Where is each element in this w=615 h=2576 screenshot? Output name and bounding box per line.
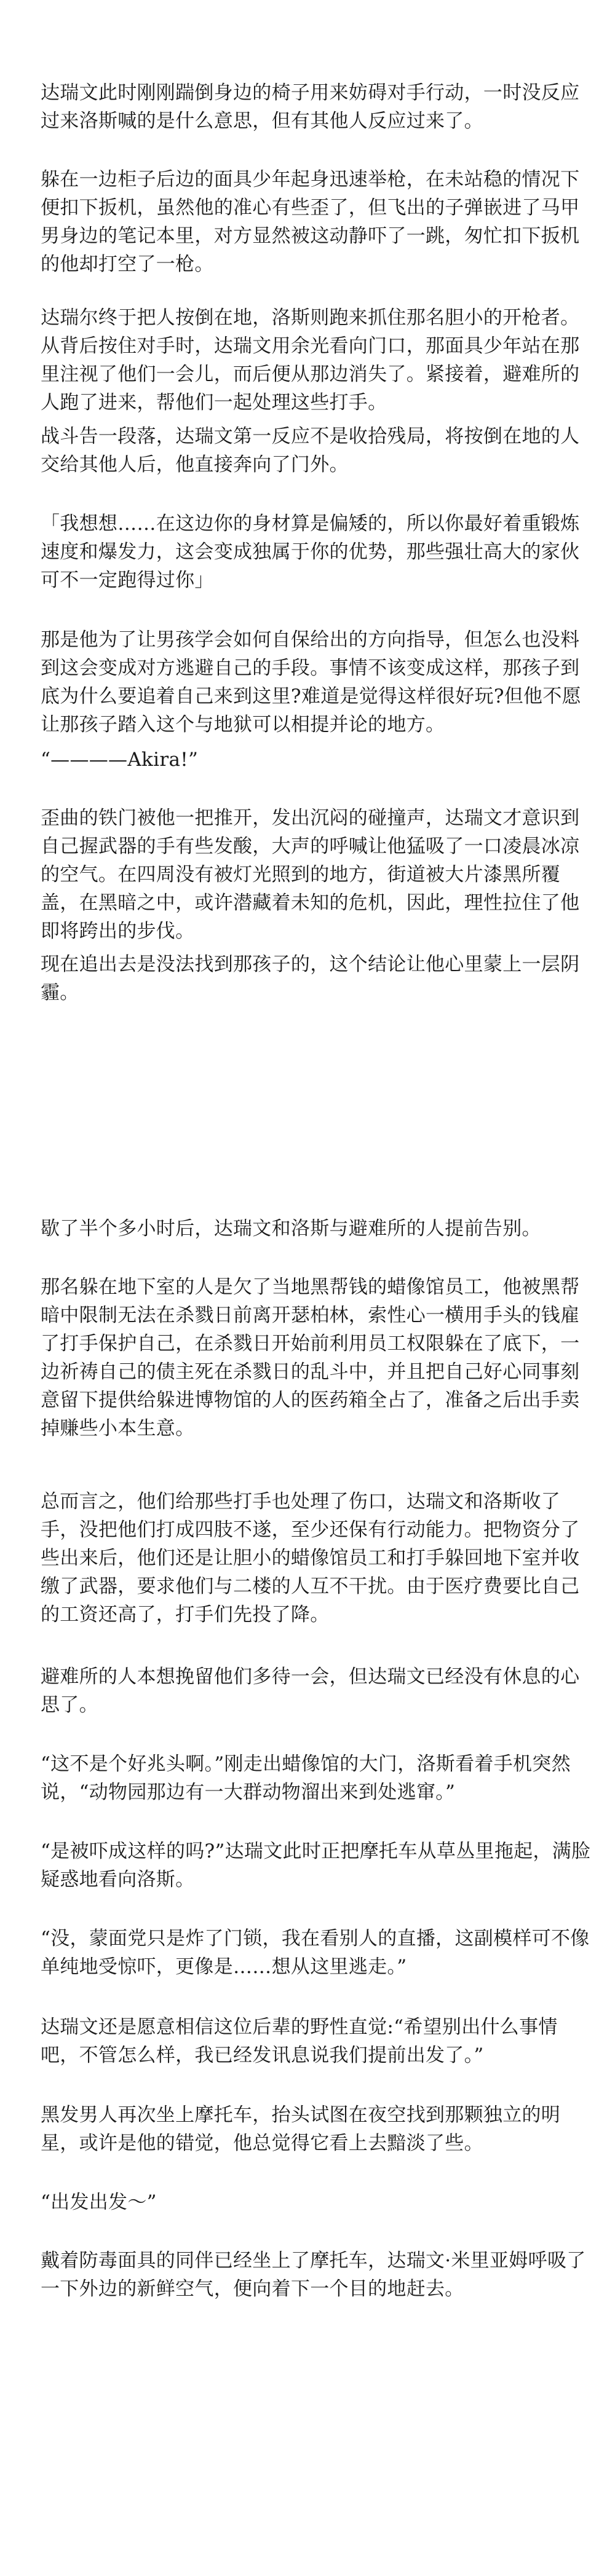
paragraph: 避难所的人本想挽留他们多待一会，但达瑞文已经没有休息的心思了。: [41, 1666, 580, 1716]
paragraph: “没，蒙面党只是炸了门锁，我在看别人的直播，这副模样可不像单纯地受惊吓，更像是……想从这里逃走。”: [41, 1928, 590, 1978]
paragraph: “这不是个好兆头啊。”刚走出蜡像馆的大门，洛斯看着手机突然说，“动物园那边有一大群动物溜出来到处逃窜。”: [41, 1753, 571, 1803]
paragraph: 那名躲在地下室的人是欠了当地黑帮钱的蜡像馆员工，他被黑帮暗中限制无法在杀戮日前离开瑟柏林，索性心一横用手头的钱雇了打手保护自己，在杀戮日开始前利用员工权限躲在了底下，一边祈祷自己的债主死在杀戮日的乱斗中，并且把自己好心同事刻意留下提供给躲进博物馆的人的医药箱全占了，准备之后出手卖掉赚些小本生意。: [41, 1276, 580, 1440]
paragraph: 达瑞尔终于把人按倒在地，洛斯则跑来抓住那名胆小的开枪者。从背后按住对手时，达瑞文用余光看向门口，那面具少年站在那里注视了他们一会儿，而后便从那边消失了。紧接着，避难所的人跑了进来，帮他们一起处理这些打手。: [41, 307, 580, 414]
paragraph: 总而言之，他们给那些打手也处理了伤口，达瑞文和洛斯收了手，没把他们打成四肢不遂，至少还保有行动能力。把物资分了些出来后，他们还是让胆小的蜡像馆员工和打手躲回地下室并收缴了武器，要求他们与二楼的人互不干扰。由于医疗费要比自己的工资还高了，打手们先投了降。: [41, 1491, 580, 1626]
paragraph: 现在追出去是没法找到那孩子的，这个结论让他心里蒙上一层阴霾。: [41, 953, 580, 1004]
paragraph: “————Akira!”: [41, 749, 199, 771]
paragraph: 达瑞文还是愿意相信这位后辈的野性直觉:“希望别出什么事情吧，不管怎么样，我已经发讯息说我们提前出发了。”: [41, 2016, 558, 2066]
paragraph: “出发出发～”: [41, 2191, 157, 2213]
paragraph: 那是他为了让男孩学会如何自保给出的方向指导，但怎么也没料到这会变成对方逃避自己的手段。事情不该变成这样，那孩子到底为什么要追着自己来到这里?难道是觉得这样很好玩?但他不愿让那孩子踏入这个与地狱可以相提并论的地方。: [41, 629, 581, 736]
paragraph: “是被吓成这样的吗?”达瑞文此时正把摩托车从草丛里拖起，满脸疑惑地看向洛斯。: [41, 1840, 591, 1891]
paragraph: 歪曲的铁门被他一把推开，发出沉闷的碰撞声，达瑞文才意识到自己握武器的手有些发酸，大声的呼喊让他猛吸了一口凌晨冰凉的空气。在四周没有被灯光照到的地方，街道被大片漆黑所覆盖，在黑暗之中，或许潜藏着未知的危机，因此，理性拉住了他即将跨出的步伐。: [41, 807, 580, 942]
paragraph: 躲在一边柜子后边的面具少年起身迅速举枪，在未站稳的情况下便扣下扳机，虽然他的准心有些歪了，但飞出的子弹嵌进了马甲男身边的笔记本里，对方显然被这动静吓了一跳，匆忙扣下扳机的他却打空了一枪。: [41, 168, 580, 275]
paragraph: 黑发男人再次坐上摩托车，抬头试图在夜空找到那颗独立的明星，或许是他的错觉，他总觉得它看上去黯淡了些。: [41, 2104, 561, 2154]
paragraph: 达瑞文此时刚刚踹倒身边的椅子用来妨碍对手行动，一时没反应过来洛斯喊的是什么意思，但有其他人反应过来了。: [41, 82, 580, 132]
paragraph: 「我想想……在这边你的身材算是偏矮的，所以你最好着重锻炼速度和爆发力，这会变成独属于你的优势，那些强壮高大的家伙可不一定跑得过你」: [41, 513, 580, 591]
paragraph: 战斗告一段落，达瑞文第一反应不是收拾残局，将按倒在地的人交给其他人后，他直接奔向了门外。: [41, 425, 580, 476]
paragraph: 戴着防毒面具的同伴已经坐上了摩托车，达瑞文·米里亚姆呼吸了一下外边的新鲜空气，便向着下一个目的地赶去。: [41, 2250, 586, 2300]
paragraph: 歇了半个多小时后，达瑞文和洛斯与避难所的人提前告别。: [41, 1218, 541, 1240]
